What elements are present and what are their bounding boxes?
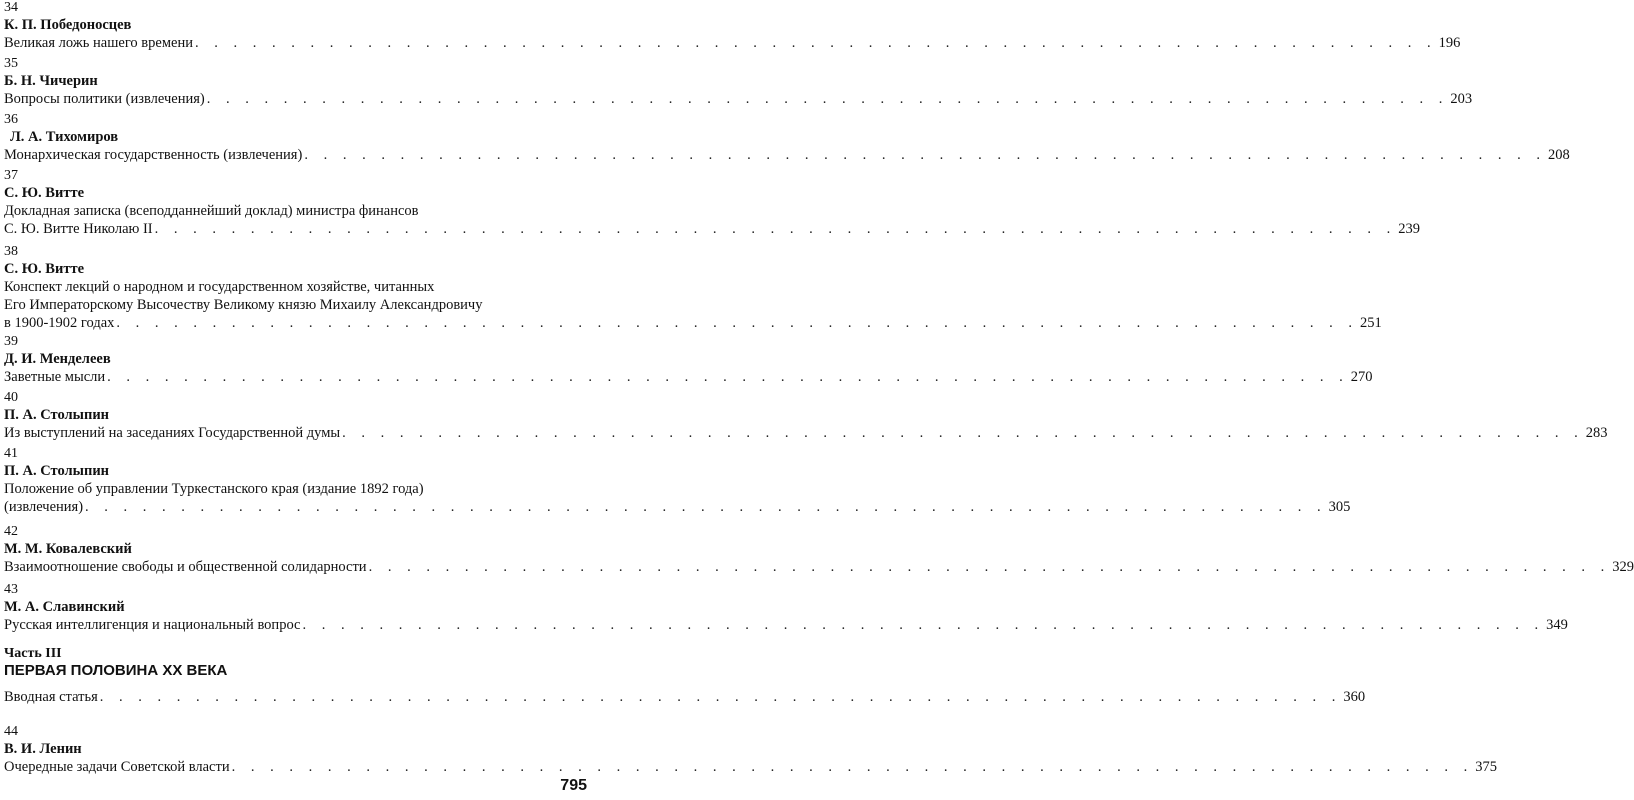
entry-number: 38 [4,244,18,259]
toc-entry-intro [4,688,1366,706]
entry-title: С. Ю. Витте Николаю II [4,221,153,237]
toc-entry [4,56,1473,108]
toc-entry [4,334,1373,386]
entry-number: 39 [4,334,18,349]
entry-author: П. А. Столыпин [4,407,110,423]
entry-page: 375 [1475,759,1497,775]
entry-number: 43 [4,582,18,597]
entry-title: Великая ложь нашего времени [4,35,193,51]
toc-entry [4,112,1570,164]
entry-title: Русская интеллигенция и национальный вопрос [4,617,301,633]
part-heading [4,646,589,680]
entry-title-row [4,368,1373,386]
entry-title-row [4,758,1497,776]
dot-leader: . . . . . . . . . . . . . . . . . . . . . . . . . . . . . . . . . . . . . . . . . . . . . . . . . . . . . . . . . . . . . . . . . [194,35,1437,51]
entry-title: Из выступлений на заседаниях Государственной думы [4,425,341,441]
entry-page: 208 [1547,147,1570,163]
dot-leader: . . . . . . . . . . . . . . . . . . . . . . . . . . . . . . . . . . . . . . . . . . . . . . . . . . . . . . . . . . . . . . . . . [206,91,1449,107]
entry-title: (извлечения) [4,499,84,515]
entry-number: 36 [4,112,18,127]
entry-page: 251 [1360,315,1382,331]
entry-page: 239 [1398,221,1420,237]
toc-entry [4,390,1608,442]
entry-number: 37 [4,168,18,183]
entry-page: 203 [1450,91,1473,107]
entry-page: 305 [1328,499,1351,515]
entry-title-row [4,220,1420,238]
entry-title: Монархическая государственность (извлечения) [4,147,303,163]
dot-leader: . . . . . . . . . . . . . . . . . . . . . . . . . . . . . . . . . . . . . . . . . . . . . . . . . . . . . . . . . . . . . . . . . [368,559,1611,575]
entry-title: Заветные мысли [4,369,106,385]
entry-number: 34 [4,0,18,15]
dot-leader: . . . . . . . . . . . . . . . . . . . . . . . . . . . . . . . . . . . . . . . . . . . . . . . . . . . . . . . . . . . . . . . . . [304,147,1546,163]
entry-title: Очередные задачи Советской власти [4,759,230,775]
entry-title: Вводная статья [4,689,98,705]
entry-title: в 1900-1902 годах [4,315,115,331]
entry-author: В. И. Ленин [4,741,82,757]
dot-leader: . . . . . . . . . . . . . . . . . . . . . . . . . . . . . . . . . . . . . . . . . . . . . . . . . . . . . . . . . . . . . . . . . [154,221,1397,237]
entry-title-line: Конспект лекций о народном и государственном хозяйстве, читанных [4,279,435,295]
entry-author: М. А. Славинский [4,599,125,615]
dot-leader: . . . . . . . . . . . . . . . . . . . . . . . . . . . . . . . . . . . . . . . . . . . . . . . . . . . . . . . . . . . . . . . . . [302,617,1545,633]
page-number: 795 [560,777,587,794]
entry-number: 35 [4,56,18,71]
entry-page: 196 [1438,35,1461,51]
entry-author: С. Ю. Витте [4,185,85,201]
entry-title-row [4,688,1366,706]
entry-author: К. П. Победоносцев [4,17,132,33]
toc-entry [4,524,1634,576]
entry-title-row [4,616,1568,634]
entry-title-row [4,498,1351,516]
entry-page: 329 [1612,559,1634,575]
toc-entry [4,0,1461,52]
entry-number: 40 [4,390,18,405]
entry-page: 283 [1585,425,1608,441]
entry-page: 360 [1343,689,1366,705]
entry-author: Л. А. Тихомиров [10,129,119,145]
dot-leader: . . . . . . . . . . . . . . . . . . . . . . . . . . . . . . . . . . . . . . . . . . . . . . . . . . . . . . . . . . . . . . . . . [342,425,1584,441]
toc-entry [4,446,1351,516]
entry-title-line: Докладная записка (всеподданнейший доклад) министра финансов [4,203,419,219]
entry-title: Вопросы политики (извлечения) [4,91,205,107]
entry-number: 41 [4,446,18,461]
toc-entry [4,168,1420,238]
dot-leader: . . . . . . . . . . . . . . . . . . . . . . . . . . . . . . . . . . . . . . . . . . . . . . . . . . . . . . . . . . . . . . . . . [231,759,1474,775]
entry-title-row [4,424,1608,442]
toc-entry [4,724,1497,776]
dot-leader: . . . . . . . . . . . . . . . . . . . . . . . . . . . . . . . . . . . . . . . . . . . . . . . . . . . . . . . . . . . . . . . . . [85,499,1327,515]
entry-title-line: Его Императорскому Высочеству Великому князю Михаилу Александровичу [4,297,483,313]
entry-author: Б. Н. Чичерин [4,73,98,89]
dot-leader: . . . . . . . . . . . . . . . . . . . . . . . . . . . . . . . . . . . . . . . . . . . . . . . . . . . . . . . . . . . . . . . . . [116,315,1359,331]
entry-title-line: Положение об управлении Туркестанского края (издание 1892 года) [4,481,424,497]
part-label: Часть III [4,646,62,661]
entry-title: Взаимоотношение свободы и общественной солидарности [4,559,367,575]
entry-title-row [4,146,1570,164]
entry-author: М. М. Ковалевский [4,541,132,557]
entry-page: 349 [1546,617,1568,633]
entry-number: 42 [4,524,18,539]
toc-entry [4,244,1382,332]
dot-leader: . . . . . . . . . . . . . . . . . . . . . . . . . . . . . . . . . . . . . . . . . . . . . . . . . . . . . . . . . . . . . . . . . [107,369,1349,385]
entry-author: Д. И. Менделеев [4,351,111,367]
part-title: ПЕРВАЯ ПОЛОВИНА XX ВЕКА [4,662,228,679]
dot-leader: . . . . . . . . . . . . . . . . . . . . . . . . . . . . . . . . . . . . . . . . . . . . . . . . . . . . . . . . . . . . . . . . . [99,689,1342,705]
entry-title-row [4,314,1382,332]
entry-number: 44 [4,724,18,739]
entry-title-row [4,34,1461,52]
entry-author: П. А. Столыпин [4,463,110,479]
entry-title-row [4,558,1634,576]
toc-entry [4,582,1568,634]
entry-author: С. Ю. Витте [4,261,85,277]
entry-title-row [4,90,1473,108]
entry-page: 270 [1350,369,1373,385]
